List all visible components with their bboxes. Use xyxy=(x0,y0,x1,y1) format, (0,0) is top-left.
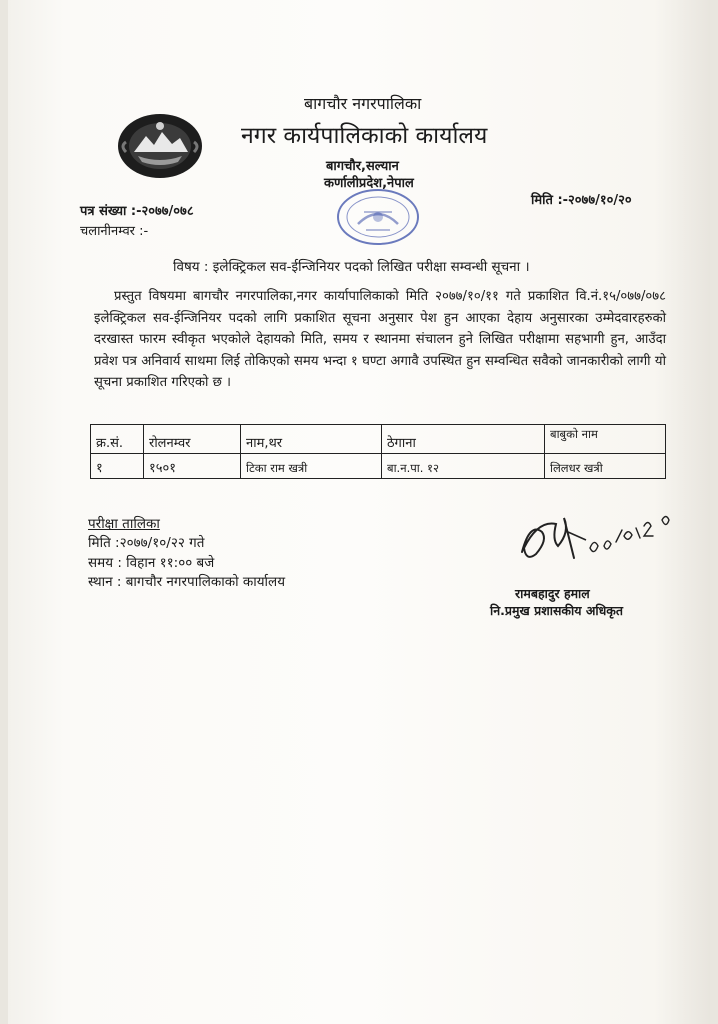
signatory-name: रामबहादुर हमाल xyxy=(515,586,590,601)
schedule-place: स्थान : बागचौर नगरपालिकाको कार्यालय xyxy=(88,574,286,590)
schedule-date: मिति :२०७७/१०/२२ गते xyxy=(88,535,205,551)
nepal-emblem-icon xyxy=(116,112,204,180)
header-address: ठेगाना xyxy=(382,425,545,454)
cell-serial: १ xyxy=(91,454,144,479)
municipality-name: बागचौर नगरपालिका xyxy=(304,94,422,113)
letter-number: पत्र संख्या :-२०७७/०७८ xyxy=(80,204,194,219)
office-stamp-icon xyxy=(330,186,426,248)
cell-address: बा.न.पा. १२ xyxy=(382,454,545,479)
office-location: बागचौर,सल्यान xyxy=(326,159,399,174)
candidate-table xyxy=(90,424,666,479)
dispatch-number: चलानीनम्वर :- xyxy=(80,224,149,239)
header-serial: क्र.सं. xyxy=(91,425,144,454)
cell-name: टिका राम खत्री xyxy=(241,454,382,479)
header-roll-number: रोलनम्वर xyxy=(144,425,241,454)
cell-roll-number: १५०१ xyxy=(144,454,241,479)
cell-father-name: लिलधर खत्री xyxy=(545,454,666,479)
table-header-row xyxy=(91,425,666,454)
letter-date: मिति :-२०७७/१०/२० xyxy=(531,193,632,208)
notice-subject: विषय : इलेक्ट्रिकल सव-ईन्जिनियर पदको लिखित परीक्षा सम्वन्धी सूचना । xyxy=(173,259,530,275)
header-name: नाम,थर xyxy=(241,425,382,454)
table-row xyxy=(91,454,666,479)
office-province: कर्णालीप्रदेश,नेपाल xyxy=(324,176,414,191)
signatory-post: नि.प्रमुख प्रशासकीय अधिकृत xyxy=(490,603,624,618)
document-page xyxy=(8,0,710,1024)
signature-icon xyxy=(512,502,682,574)
office-name: नगर कार्यपालिकाको कार्यालय xyxy=(241,123,488,149)
notice-body: प्रस्तुत विषयमा बागचौर नगरपालिका,नगर कार्यापालिकाको मिति २०७७/१०/११ गते प्रकाशित वि.नं.१५/०७७/०७८ इलेक्ट्रिकल सव-ईन्जिनियर पदको लागि प्रकाशित सूचना अनुसार पेश हुन आएका देहाय अनुसारका उम्मेदवारहरुको दरखास्त फारम स्वीकृत भएकोले देहायको मिति, समय र स्थानमा संचालन हुने लिखित परीक्षामा सहभागी हुन, आउँदा प्रवेश पत्र अनिवार्य साथमा लिई तोकिएको समय भन्दा १ घण्टा अगावै उपस्थित हुन सम्वन्धित सवैको जानकारीको लागी यो सूचना प्रकाशित गरिएको छ । xyxy=(94,289,666,390)
header-father-name: बाबुको नाम xyxy=(545,425,666,454)
schedule-time: समय : विहान ११:०० बजे xyxy=(88,555,215,571)
schedule-title: परीक्षा तालिका xyxy=(88,516,160,532)
